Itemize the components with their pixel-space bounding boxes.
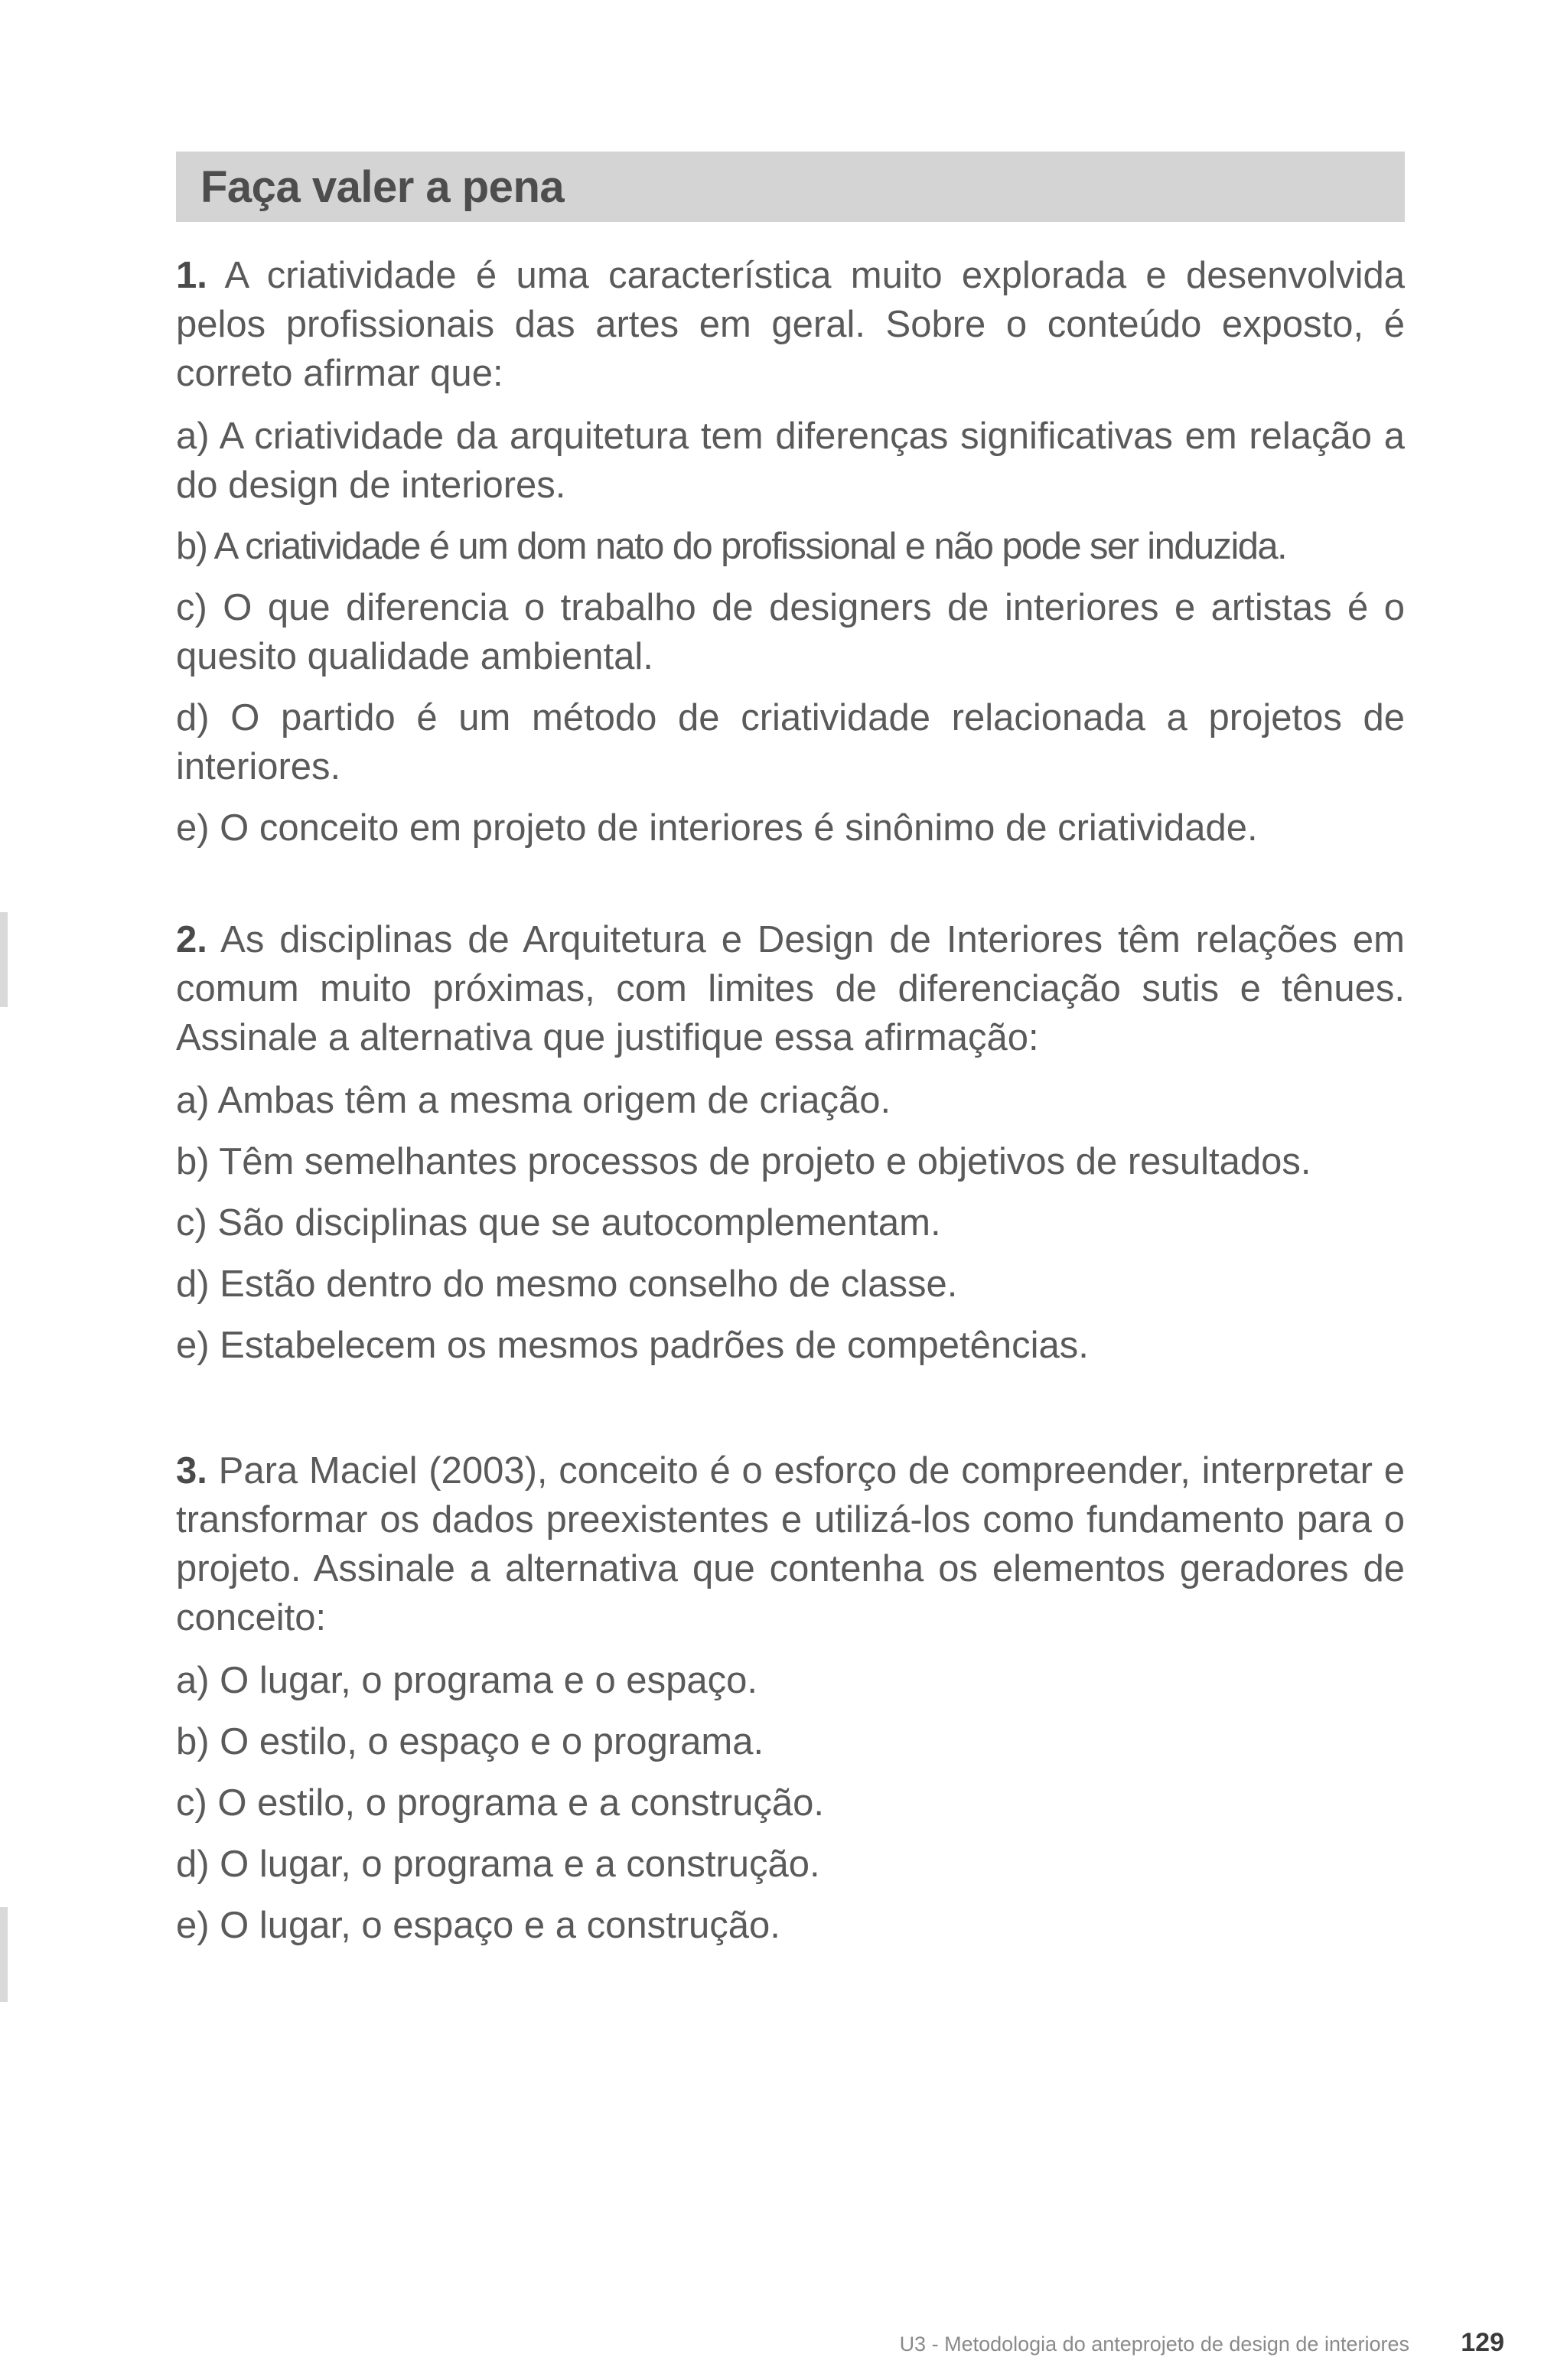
spacer [176,865,1405,915]
option-a: a) O lugar, o programa e o espaço. [176,1660,757,1701]
question-number: 3. [176,1450,207,1492]
option-c: c) São disciplinas que se autocomplementam. [176,1202,941,1244]
question-3 [176,1446,1405,1950]
question-number: 2. [176,919,207,960]
option-b: b) A criatividade é um dom nato do profissional e não pode ser induzida. [176,526,1287,567]
question-stem [176,915,1405,1062]
option-d: d) O partido é um método de criatividade relacionada a projetos de interiores. [176,697,1405,787]
section-header [176,152,1405,222]
exercise-list [176,251,1405,1962]
option-c: c) O estilo, o programa e a construção. [176,1782,824,1824]
option-d: d) O lugar, o programa e a construção. [176,1844,820,1885]
option-b: b) Têm semelhantes processos de projeto e objetivos de resultados. [176,1141,1311,1182]
question-text: Para Maciel (2003), conceito é o esforço de compreender, interpretar e transformar os dados preexistentes e utilizá-los como fundamento para o projeto. Assinale a alternativa que contenha os elementos geradores de conceito: [176,1450,1405,1638]
question-text: A criatividade é uma característica muito explorada e desenvolvida pelos profissionais das artes em geral. Sobre o conteúdo exposto, é correto afirmar que: [176,255,1405,394]
section-title: Faça valer a pena [200,161,565,212]
running-title: U3 - Metodologia do anteprojeto de design de interiores [899,2333,1409,2356]
question-1 [176,251,1405,853]
question-number: 1. [176,255,207,296]
question-stem [176,251,1405,398]
option-a: a) A criatividade da arquitetura tem diferenças significativas em relação a do design de interiores. [176,416,1405,506]
page-number: 129 [1461,2328,1504,2357]
option-c: c) O que diferencia o trabalho de designers de interiores e artistas é o quesito qualidade ambiental. [176,587,1405,677]
option-e: e) O lugar, o espaço e a construção. [176,1905,780,1946]
option-e: e) Estabelecem os mesmos padrões de competências. [176,1325,1089,1366]
question-stem [176,1446,1405,1642]
option-d: d) Estão dentro do mesmo conselho de classe. [176,1263,958,1305]
spacer [176,1382,1405,1446]
margin-marker [0,1907,8,2002]
option-b: b) O estilo, o espaço e o programa. [176,1721,764,1762]
question-text: As disciplinas de Arquitetura e Design de Interiores têm relações em comum muito próximas, com limites de diferenciação sutis e tênues. Assinale a alternativa que justifique essa afirmação: [176,919,1405,1058]
margin-marker [0,912,8,1007]
option-e: e) O conceito em projeto de interiores é sinônimo de criatividade. [176,807,1258,849]
question-2 [176,915,1405,1370]
option-a: a) Ambas têm a mesma origem de criação. [176,1080,891,1121]
